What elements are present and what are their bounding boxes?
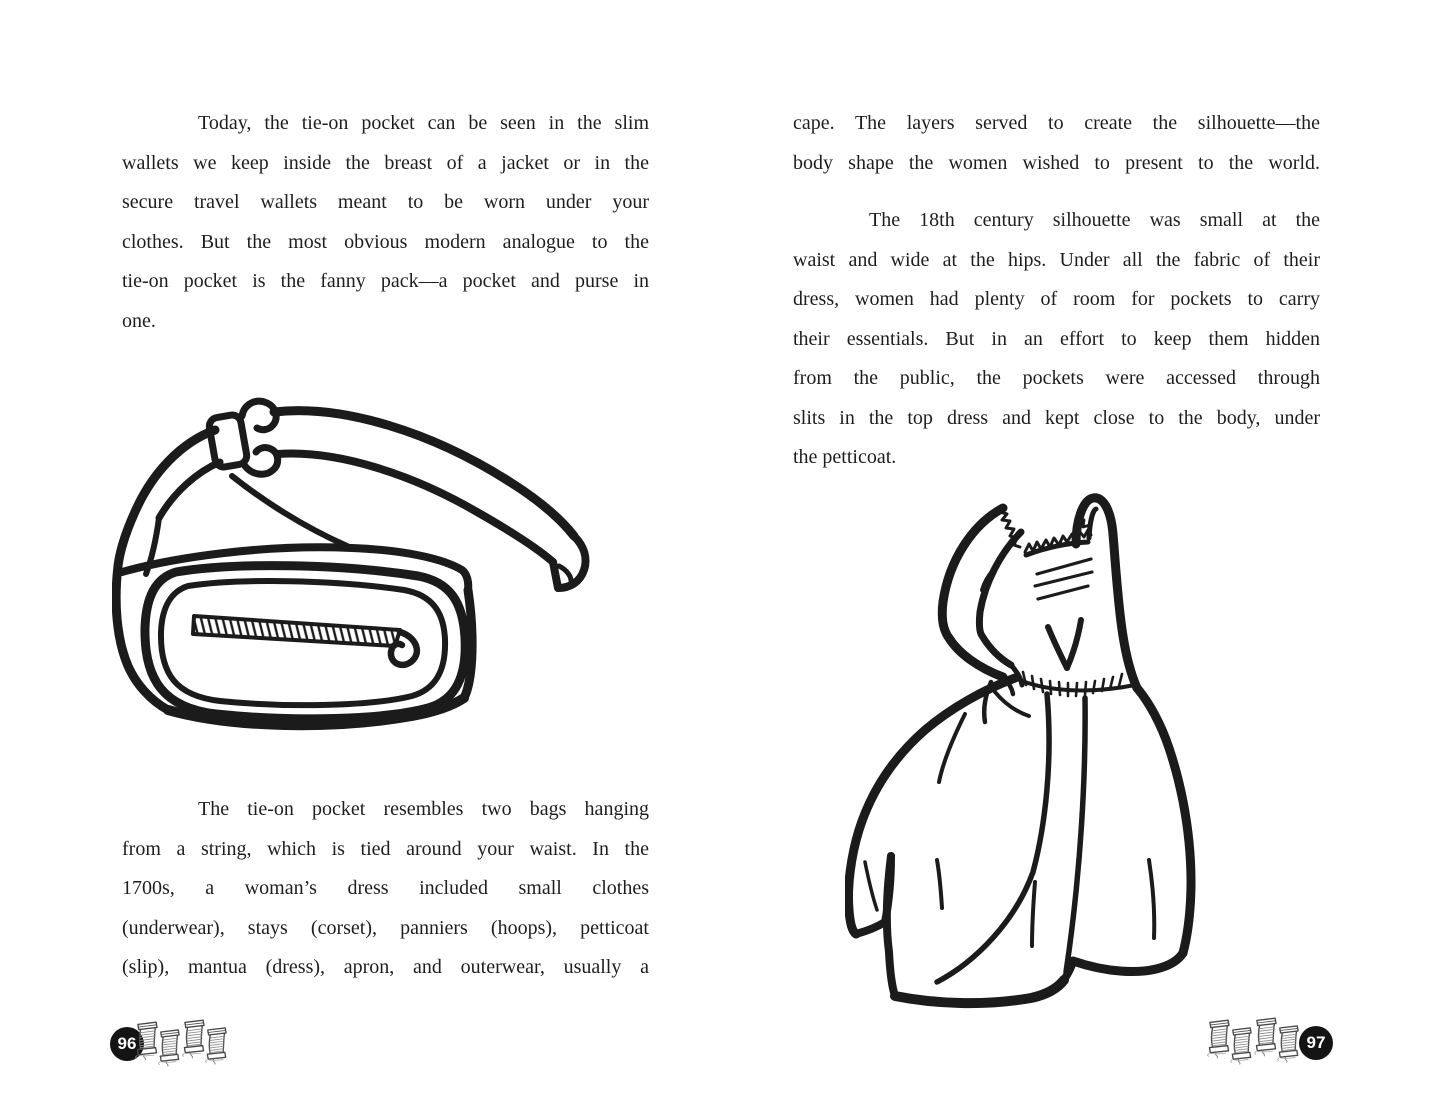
dress-illustration: [845, 482, 1295, 1017]
text-line: cape. The layers served to create the silhouette—the: [793, 112, 1320, 134]
text-line: secure travel wallets meant to be worn under your: [122, 191, 649, 213]
text-line: waist and wide at the hips. Under all the fabric of their: [793, 248, 1320, 271]
text-line: the petticoat.: [793, 446, 897, 468]
text-line: Today, the tie-on pocket can be seen in the slim: [198, 112, 649, 134]
text-line: slits in the top dress and kept close to the body, under: [793, 406, 1320, 429]
text-line: clothes. But the most obvious modern analogue to the: [122, 230, 649, 253]
page-number: 96: [117, 1034, 137, 1053]
text-line: from the public, the pockets were accessed through: [793, 367, 1320, 389]
thread-spools-left: [134, 1012, 234, 1074]
thread-spool-icon: [183, 1020, 204, 1058]
text-line: The tie-on pocket resembles two bags hanging: [198, 798, 649, 820]
paragraph: [122, 104, 649, 341]
text-line: tie-on pocket is the fanny pack—a pocket and purse in: [122, 270, 649, 292]
right-text-column: [793, 104, 1320, 478]
text-line: their essentials. But in an effort to keep them hidden: [793, 327, 1320, 350]
thread-spool-icon: [1255, 1018, 1276, 1056]
thread-spool-icon: [1208, 1020, 1229, 1058]
thread-spool-icon: [1231, 1028, 1251, 1064]
thread-spool-icon: [159, 1030, 179, 1066]
left-text-bottom: [122, 790, 649, 988]
paragraph: [793, 201, 1320, 478]
thread-spool-icon: [136, 1022, 157, 1060]
thread-spool-icon: [206, 1028, 226, 1064]
thread-spools-right: [1206, 1010, 1306, 1072]
text-line: (underwear), stays (corset), panniers (hoops), petticoat: [122, 916, 649, 939]
left-text-top: [122, 104, 649, 341]
text-line: dress, women had plenty of room for pockets to carry: [793, 288, 1320, 310]
page-number: 97: [1306, 1033, 1326, 1052]
text-line: The 18th century silhouette was small at the: [869, 209, 1320, 231]
paragraph: [793, 104, 1320, 183]
fanny-pack-illustration: [112, 390, 664, 756]
page-number-badge-right: [1299, 1026, 1333, 1060]
text-line: (slip), mantua (dress), apron, and outerwear, usually a: [122, 956, 649, 978]
text-line: body shape the women wished to present to the world.: [793, 151, 1320, 174]
paragraph: [122, 790, 649, 988]
text-line: one.: [122, 309, 156, 332]
thread-spool-icon: [1278, 1026, 1298, 1062]
text-line: from a string, which is tied around your waist. In the: [122, 837, 649, 860]
text-line: 1700s, a woman’s dress included small clothes: [122, 877, 649, 899]
text-line: wallets we keep inside the breast of a jacket or in the: [122, 151, 649, 174]
